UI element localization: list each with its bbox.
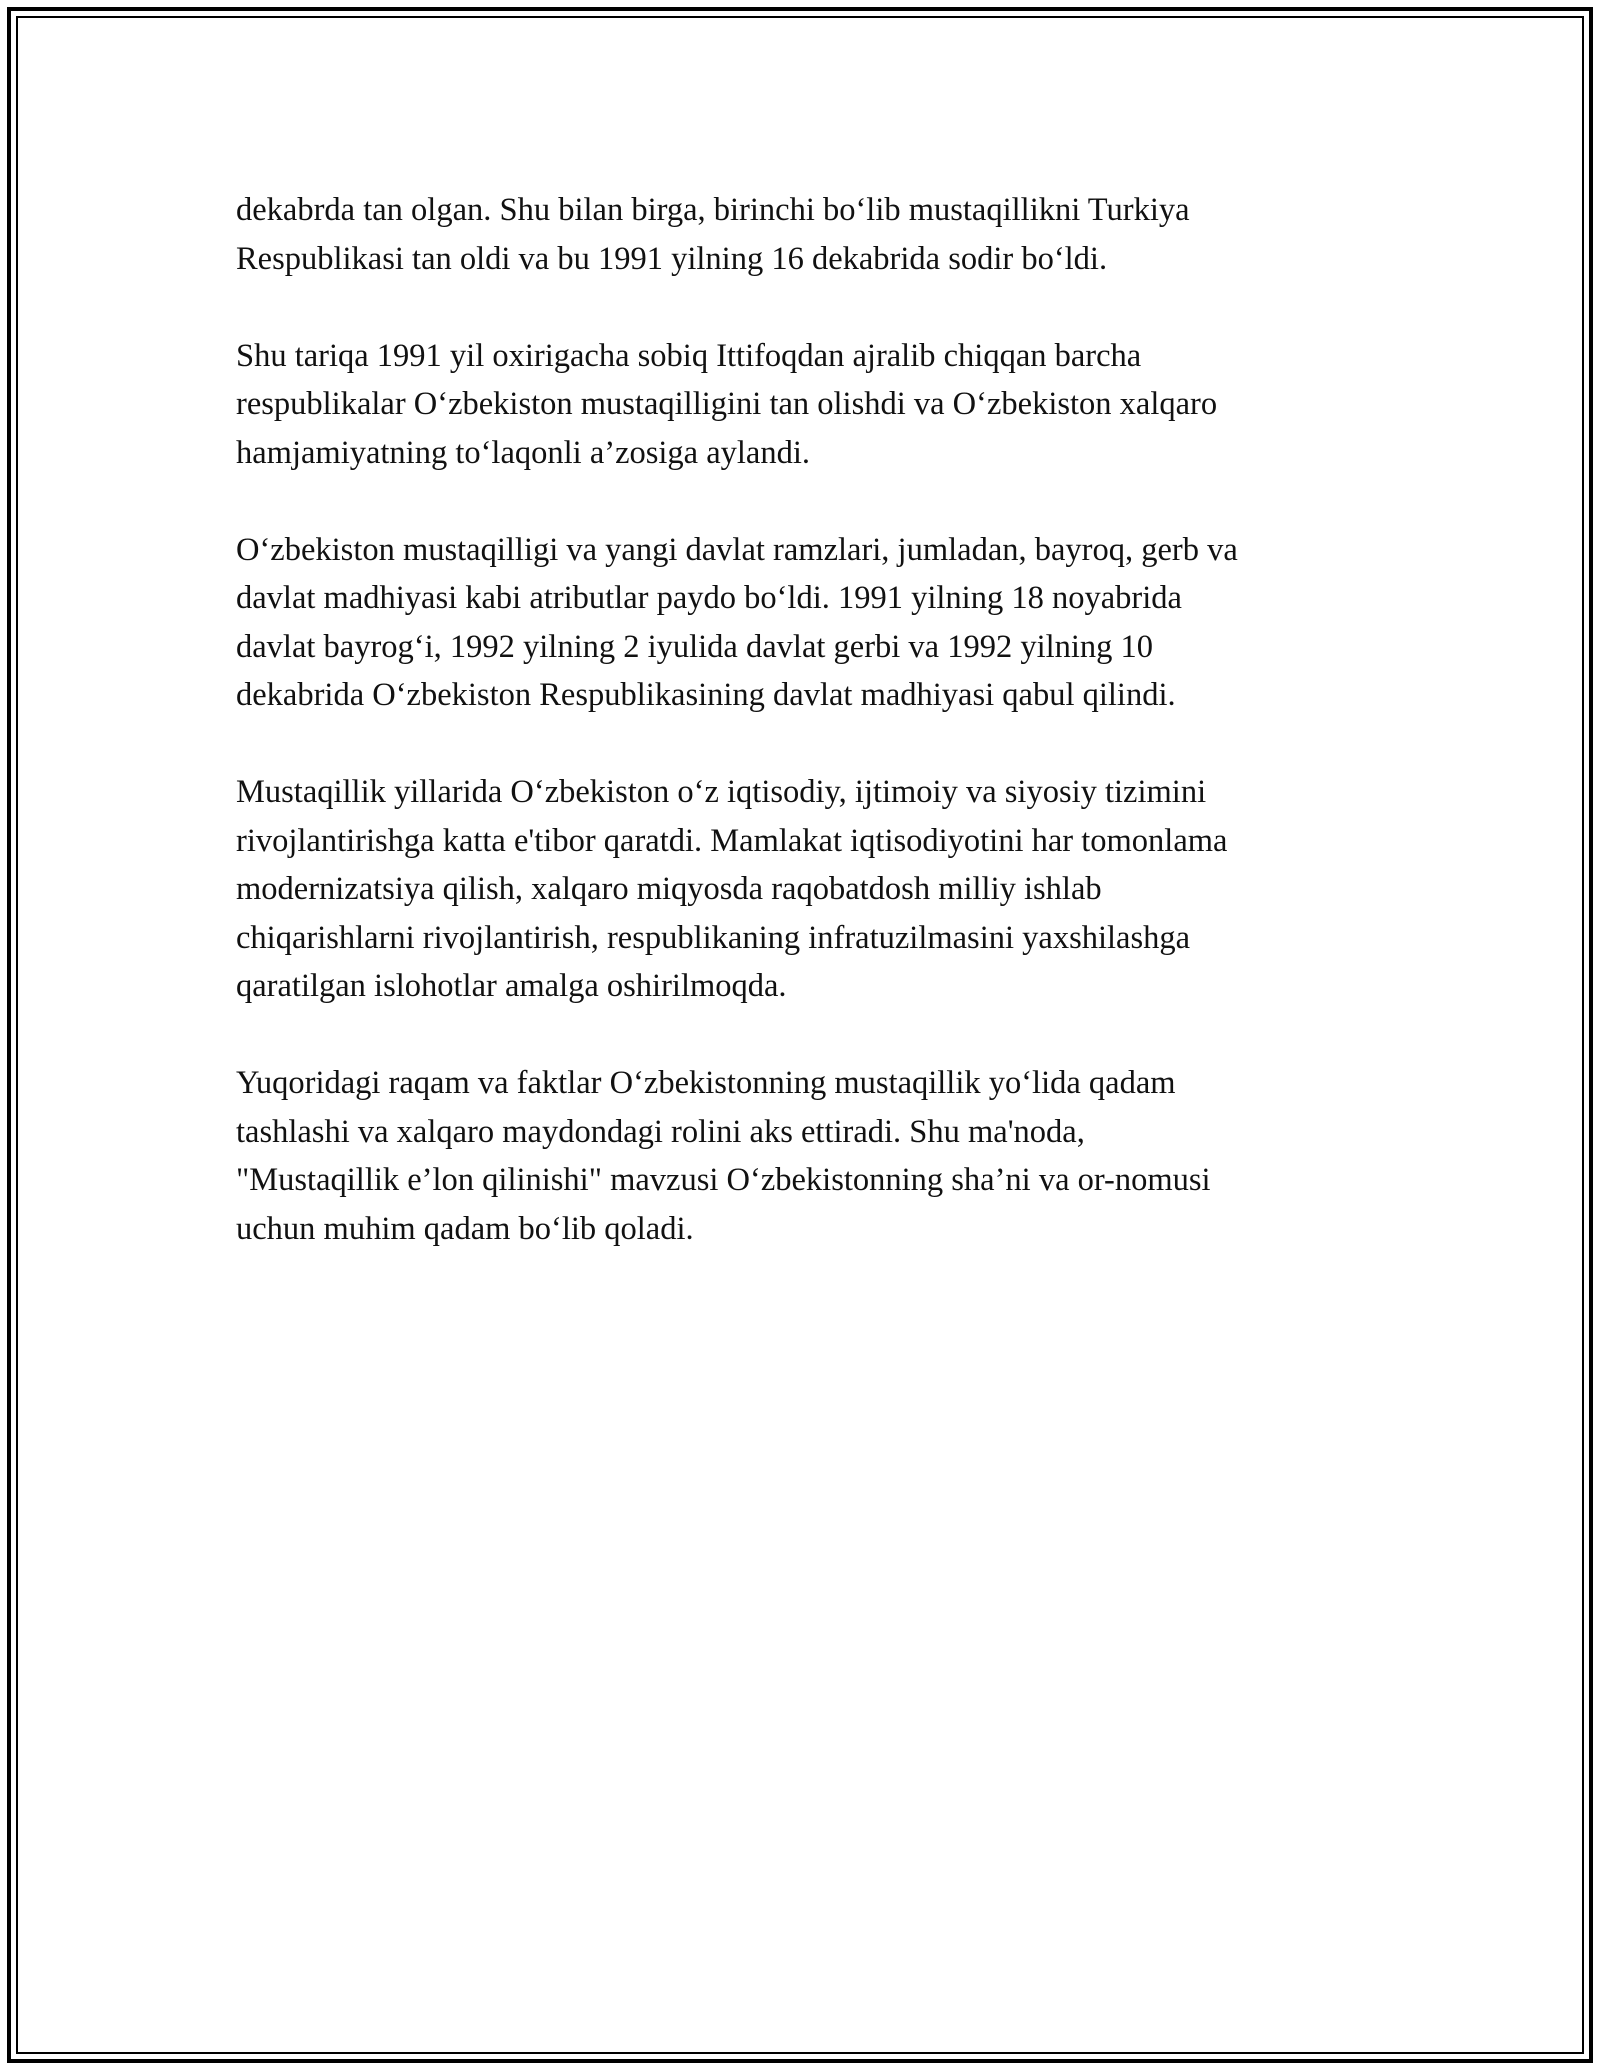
text-line: O‘zbekiston mustaqilligi va yangi davlat ramzlari, jumladan, bayroq, gerb va xyxy=(236,531,1238,568)
text-line: Shu tariqa 1991 yil oxirigacha sobiq Ittifoqdan ajralib chiqqan barcha xyxy=(236,337,1142,374)
text-line: davlat madhiyasi kabi atributlar paydo bo‘ldi. 1991 yilning 18 noyabrida xyxy=(236,580,1182,616)
text-line: rivojlantirishga katta e'tibor qaratdi. Mamlakat iqtisodiyotini har tomonlama xyxy=(236,822,1228,859)
text-line: Respublikasi tan oldi va bu 1991 yilning 16 dekabrida sodir bo‘ldi. xyxy=(236,240,1108,277)
paragraph-1 xyxy=(236,186,1386,283)
text-line: Yuqoridagi raqam va faktlar O‘zbekistonning mustaqillik yo‘lida qadam xyxy=(236,1065,1176,1101)
document-body xyxy=(236,186,1386,1302)
text-line: davlat bayrog‘i, 1992 yilning 2 iyulida davlat gerbi va 1992 yilning 10 xyxy=(236,628,1154,665)
text-line: Mustaqillik yillarida O‘zbekiston o‘z iqtisodiy, ijtimoiy va siyosiy tizimini xyxy=(236,774,1207,810)
paragraph-3 xyxy=(236,526,1386,720)
text-line: chiqarishlarni rivojlantirish, respublikaning infratuzilmasini yaxshilashga xyxy=(236,919,1191,956)
text-line: dekabrida O‘zbekiston Respublikasining davlat madhiyasi qabul qilindi. xyxy=(236,677,1176,713)
text-line: tashlashi va xalqaro maydondagi rolini aks ettiradi. Shu ma'noda, xyxy=(236,1113,1085,1150)
text-line: uchun muhim qadam bo‘lib qoladi. xyxy=(236,1210,694,1247)
text-line: dekabrda tan olgan. Shu bilan birga, birinchi bo‘lib mustaqillikni Turkiya xyxy=(236,192,1190,228)
text-line: modernizatsiya qilish, xalqaro miqyosda raqobatdosh milliy ishlab xyxy=(236,871,1102,907)
text-line: qaratilgan islohotlar amalga oshirilmoqda. xyxy=(236,968,787,1004)
text-line: "Mustaqillik e’lon qilinishi" mavzusi O‘zbekistonning sha’ni va or-nomusi xyxy=(236,1162,1211,1198)
paragraph-5 xyxy=(236,1059,1386,1253)
paragraph-2 xyxy=(236,332,1386,478)
text-line: respublikalar O‘zbekiston mustaqilligini tan olishdi va O‘zbekiston xalqaro xyxy=(236,386,1218,422)
text-line: hamjamiyatning to‘laqonli a’zosiga aylandi. xyxy=(236,434,811,471)
paragraph-4 xyxy=(236,768,1386,1011)
